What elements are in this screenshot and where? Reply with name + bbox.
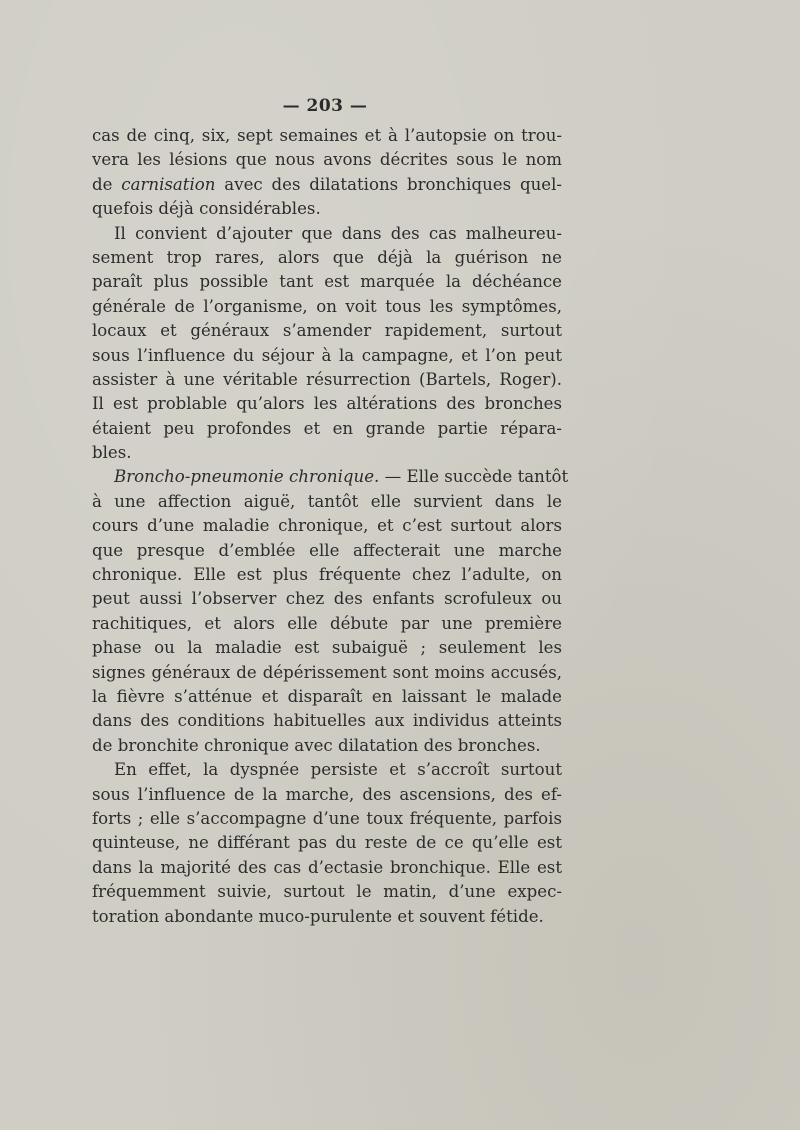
text-segment: avec des dilatations bronchiques quel-: [215, 174, 563, 194]
text-segment: sement trop rares, alors que déjà la guérison ne: [92, 247, 562, 267]
text-line: [92, 319, 562, 343]
text-segment: quefois déjà considérables.: [92, 199, 321, 219]
italic-text: carnisation: [121, 174, 216, 194]
text-line: [92, 441, 562, 465]
text-line: [92, 612, 562, 636]
text-segment: bles.: [92, 443, 132, 463]
text-line: [92, 856, 562, 880]
text-segment: étaient peu profondes et en grande partie répara-: [92, 418, 562, 438]
text-line: [92, 392, 562, 416]
text-segment: cas de cinq, six, sept semaines et à l’autopsie on trou-: [92, 126, 562, 145]
text-line: [92, 758, 562, 782]
text-segment: de: [92, 174, 122, 194]
text-line: [92, 636, 562, 660]
text-segment: à une affection aiguë, tantôt elle survient dans le: [92, 491, 562, 511]
text-line: [92, 587, 562, 611]
text-line: [92, 783, 562, 807]
text-line: [92, 148, 562, 172]
text-segment: fréquemment suivie, surtout le matin, d’une expec-: [92, 882, 562, 902]
text-line: [92, 685, 562, 709]
text-line: [92, 417, 562, 441]
text-segment: générale de l’organisme, on voit tous les symptômes,: [92, 296, 562, 316]
text-line: [92, 124, 562, 148]
text-line: [92, 709, 562, 733]
text-segment: assister à une véritable résurrection (Bartels, Roger).: [92, 369, 562, 389]
italic-text: Broncho-pneumonie chronique.: [114, 467, 380, 487]
text-segment: de bronchite chronique avec dilatation des bronches.: [92, 735, 541, 755]
text-segment: phase ou la maladie est subaiguë ; seulement les: [92, 638, 562, 658]
text-segment: que presque d’emblée elle affecterait une marche: [92, 540, 562, 560]
text-segment: rachitiques, et alors elle débute par une première: [92, 613, 562, 633]
text-segment: peut aussi l’observer chez des enfants scrofuleux ou: [92, 589, 562, 609]
text-line: [92, 465, 569, 489]
text-segment: quinteuse, ne différant pas du reste de ce qu’elle est: [92, 833, 562, 853]
text-line: [92, 734, 562, 758]
text-line: [92, 807, 562, 831]
text-segment: Il est problable qu’alors les altérations des bronches: [92, 394, 562, 414]
text-segment: Il convient d’ajouter que dans des cas malheureu-: [114, 223, 562, 243]
text-line: [92, 197, 562, 221]
body-text: [92, 124, 569, 929]
text-segment: signes généraux de dépérissement sont moins accusés,: [92, 662, 562, 682]
text-line: [92, 514, 562, 538]
text-segment: la fièvre s’atténue et disparaît en laissant le malade: [92, 686, 562, 706]
text-line: [92, 539, 562, 563]
text-line: [92, 344, 562, 368]
text-line: [92, 295, 562, 319]
text-line: [92, 246, 562, 270]
text-segment: En effet, la dyspnée persiste et s’accroît surtout: [114, 760, 562, 780]
text-segment: dans la majorité des cas d’ectasie bronchique. Elle est: [92, 857, 562, 877]
page-number: — 203 —: [282, 96, 368, 116]
text-line: [92, 831, 562, 855]
text-line: [92, 222, 562, 246]
text-line: [92, 563, 562, 587]
text-line: [92, 368, 562, 392]
text-segment: cours d’une maladie chronique, et c’est surtout alors: [92, 516, 562, 536]
text-line: [92, 905, 562, 929]
text-segment: vera les lésions que nous avons décrites sous le nom: [92, 150, 562, 170]
text-line: [92, 173, 562, 197]
text-segment: paraît plus possible tant est marquée la déchéance: [92, 272, 562, 292]
text-segment: — Elle succède tantôt: [379, 467, 569, 487]
text-segment: forts ; elle s’accompagne d’une toux fréquente, parfois: [92, 808, 562, 828]
text-segment: dans des conditions habituelles aux individus atteints: [92, 711, 562, 731]
text-line: [92, 880, 562, 904]
text-segment: sous l’influence de la marche, des ascensions, des ef-: [92, 784, 562, 804]
text-segment: chronique. Elle est plus fréquente chez l’adulte, on: [92, 565, 562, 585]
text-segment: locaux et généraux s’amender rapidement, surtout: [92, 321, 562, 341]
text-line: [92, 490, 562, 514]
text-segment: sous l’influence du séjour à la campagne, et l’on peut: [92, 345, 562, 365]
text-line: [92, 270, 562, 294]
text-segment: toration abondante muco-purulente et souvent fétide.: [92, 906, 544, 926]
text-line: [92, 661, 562, 685]
